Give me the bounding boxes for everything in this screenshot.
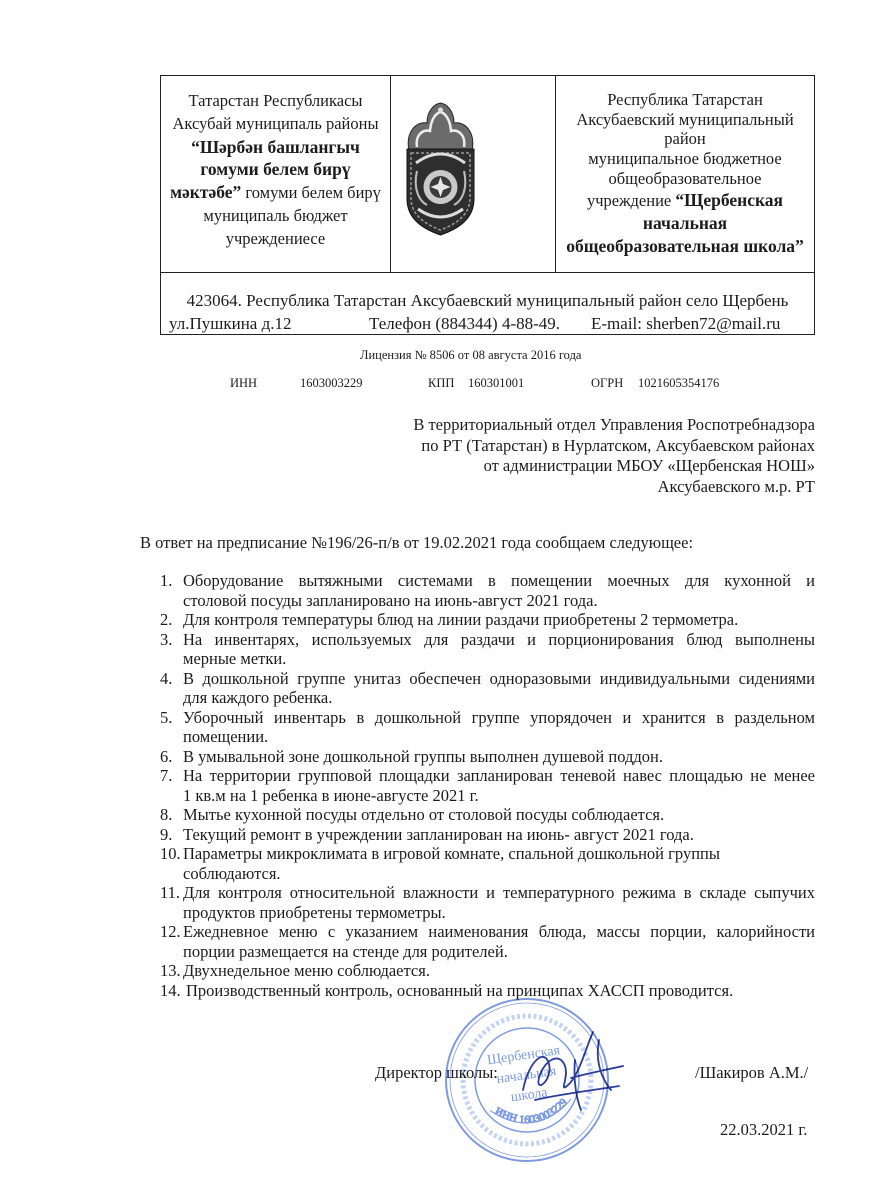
list-item-line: помещении. xyxy=(183,727,269,746)
list-item xyxy=(160,669,815,708)
list-item-number: 10. xyxy=(160,844,181,863)
list-item-line: В умывальной зоне дошкольной группы выполнен душевой поддон. xyxy=(183,746,663,766)
list-item-number: 7. xyxy=(160,766,173,785)
list-item-line: мерные метки. xyxy=(183,649,287,668)
addressee-block xyxy=(413,415,815,498)
stamp-text: начальная xyxy=(495,1063,558,1088)
addressee-line: по РТ (Татарстан) в Нурлатском, Аксубаевском районах xyxy=(421,435,815,455)
stamp-text: Щербенская xyxy=(486,1043,562,1069)
license-line: Лицензия № 8506 от 08 августа 2016 года xyxy=(360,348,582,362)
list-item-number: 1. xyxy=(160,571,173,590)
email-address: E-mail: sherben72@mail.ru xyxy=(591,314,781,333)
list-item-number: 13. xyxy=(160,961,181,980)
list-item-text xyxy=(183,708,815,747)
kpp-label: КПП xyxy=(428,376,455,390)
list-item-text xyxy=(183,669,815,708)
list-item xyxy=(160,747,815,767)
list-item-text xyxy=(183,805,815,825)
list-item xyxy=(160,883,815,922)
measures-list xyxy=(160,571,815,1000)
list-item-line: Производственный контроль, основанный на принципах ХАССП проводится. xyxy=(186,980,734,1000)
list-item xyxy=(160,805,815,825)
ogrn-value: 1021605354176 xyxy=(638,376,720,390)
letterhead-top-row xyxy=(161,76,814,273)
letterhead-right-line: муниципальное бюджетное xyxy=(588,149,782,169)
list-item-number: 6. xyxy=(160,746,173,766)
list-item-text xyxy=(183,766,815,805)
letterhead-tatar-column xyxy=(161,76,391,272)
letterhead-left-text: гомуми белем бирү xyxy=(241,183,381,203)
list-item-text xyxy=(183,610,815,630)
letterhead-right-text: учреждение xyxy=(587,190,676,210)
handwritten-signature xyxy=(515,1020,630,1115)
letterhead-right-line: общеобразовательное xyxy=(608,168,762,188)
letterhead-left-line: Аксубай муниципаль районы xyxy=(172,113,379,133)
postal-address: 423064. Республика Татарстан Аксубаевский муниципальный район село Щербень xyxy=(186,291,789,310)
signatory-title: Директор школы: xyxy=(375,1063,498,1082)
letterhead-left-line: гомуми белем бирү xyxy=(200,159,351,180)
list-item xyxy=(160,844,815,883)
list-item-line: В дошкольной группе унитаз обеспечен одноразовыми индивидуальными сидениями xyxy=(183,668,815,688)
list-item-line: Текущий ремонт в учреждении запланирован на июнь- август 2021 года. xyxy=(183,824,694,844)
list-item-line: Оборудование вытяжными системами в помещении моечных для кухонной и xyxy=(183,571,815,590)
list-item-line: 1 кв.м на 1 ребенка в июне-августе 2021 г. xyxy=(183,785,479,805)
list-item-line: порции размещается на стенде для родителей. xyxy=(183,941,508,961)
addressee-line: от администрации МБОУ «Щербенская НОШ» xyxy=(483,456,815,476)
list-item xyxy=(160,961,815,981)
letterhead-left-line: Татарстан Республикасы xyxy=(188,91,363,110)
signatory-name: /Шакиров А.М./ xyxy=(695,1063,809,1082)
letterhead-right-line: общеобразовательная школа” xyxy=(566,236,804,257)
list-item-line: Для контроля температуры блюд на линии раздачи приобретены 2 термометра. xyxy=(183,610,739,629)
school-name-bold: мәктәбе” xyxy=(170,182,242,203)
letterhead-address-row xyxy=(161,273,814,333)
letterhead-emblem-column xyxy=(391,76,556,272)
list-item-line: Для контроля относительной влажности и температурного режима в складе сыпучих xyxy=(183,883,815,902)
letterhead-right-line: Аксубаевский муниципальный xyxy=(576,109,794,129)
list-item-line: Двухнедельное меню соблюдается. xyxy=(183,961,430,980)
list-item xyxy=(160,922,815,961)
list-item xyxy=(160,610,815,630)
list-item-number: 3. xyxy=(160,629,173,649)
list-item-line: На территории групповой площадки запланирован теневой навес площадью не менее xyxy=(183,766,815,785)
inn-value: 1603003229 xyxy=(300,376,363,390)
list-item-line: Ежедневное меню с указанием наименования блюда, массы порции, калорийности xyxy=(183,922,815,941)
list-item-line: Мытье кухонной посуды отдельно от столовой посуды соблюдается. xyxy=(183,805,665,824)
list-item-text xyxy=(183,630,815,669)
list-item xyxy=(160,825,815,845)
list-item xyxy=(160,766,815,805)
inn-label: ИНН xyxy=(230,376,258,390)
list-item-line: Уборочный инвентарь в дошкольной группе упорядочен и хранится в раздельном xyxy=(183,707,815,727)
list-item-number: 14. xyxy=(160,980,181,1000)
addressee-line: Аксубаевского м.р. РТ xyxy=(657,477,815,497)
stamp-inn: ИНН 1603003229 xyxy=(492,1096,570,1127)
list-item-line: столовой посуды запланировано на июнь-август 2021 года. xyxy=(183,590,598,610)
list-item-number: 8. xyxy=(160,805,173,824)
kpp-value: 160301001 xyxy=(468,376,525,390)
list-item-text xyxy=(183,961,815,981)
list-item-number: 2. xyxy=(160,610,173,629)
list-item-number: 5. xyxy=(160,707,173,727)
letterhead-right-line: Республика Татарстан xyxy=(607,90,763,109)
letterhead-left-line: учреждениесе xyxy=(225,228,326,248)
list-item-number: 9. xyxy=(160,824,173,844)
list-item-line: для каждого ребенка. xyxy=(183,688,333,707)
intro-paragraph: В ответ на предписание №196/26-п/в от 19.02.2021 года сообщаем следующее: xyxy=(140,533,694,552)
letterhead-right-line: район xyxy=(664,129,706,149)
list-item xyxy=(160,708,815,747)
list-item-number: 12. xyxy=(160,922,181,941)
document-date: 22.03.2021 г. xyxy=(720,1120,808,1139)
letterhead-right-line xyxy=(556,189,814,212)
list-item-text xyxy=(183,825,815,845)
list-item-line: На инвентарях, используемых для раздачи и порционирования блюд выполнены xyxy=(183,629,815,649)
letterhead xyxy=(160,75,815,335)
ogrn-label: ОГРН xyxy=(591,376,624,390)
stamp-text: школа xyxy=(509,1085,549,1106)
letterhead-left-line xyxy=(161,181,390,205)
street-address: ул.Пушкина д.12 xyxy=(169,314,292,333)
list-item-number: 4. xyxy=(160,668,173,688)
list-item-line: Параметры микроклимата в игровой комнате, спальной дошкольной группы xyxy=(183,844,720,863)
list-item-number: 11. xyxy=(160,883,181,902)
contact-line xyxy=(161,312,814,335)
letterhead-russian-column xyxy=(556,76,814,272)
list-item xyxy=(160,571,815,610)
addressee-line: В территориальный отдел Управления Роспотребнадзора xyxy=(413,415,815,434)
list-item-text xyxy=(183,922,815,961)
list-item-line: соблюдаются. xyxy=(183,863,281,883)
list-item-text xyxy=(183,844,815,883)
phone-number: Телефон (884344) 4-88-49. xyxy=(369,314,561,333)
letterhead-right-line: начальная xyxy=(642,212,728,233)
list-item xyxy=(160,630,815,669)
list-item-text xyxy=(183,747,815,767)
school-name-bold: “Щербенская xyxy=(675,189,783,210)
list-item-line: продуктов приобретены термометры. xyxy=(183,902,446,922)
letterhead-left-line: “Шәрбән башлангыч xyxy=(191,136,360,157)
list-item-text xyxy=(183,571,815,610)
coat-of-arms-icon xyxy=(403,101,478,236)
letterhead-left-line: муниципаль бюджет xyxy=(203,205,348,225)
list-item-text xyxy=(183,883,815,922)
